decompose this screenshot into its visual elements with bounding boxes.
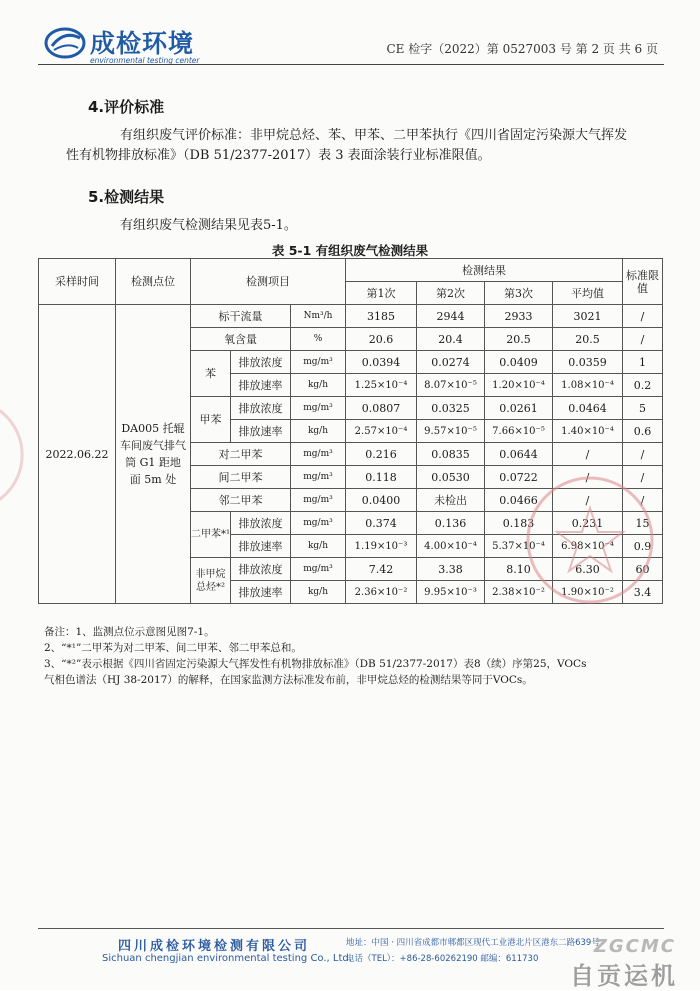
toluene-rate-avg: 1.40×10⁻⁴	[553, 420, 623, 443]
xylene-conc-v2: 0.136	[417, 512, 485, 535]
footer-company-cn: 四川成检环境检测有限公司	[118, 939, 311, 954]
benzene-conc-avg: 0.0359	[553, 351, 623, 374]
oxygen-unit: %	[291, 328, 346, 351]
p-xylene-label: 对二甲苯	[191, 443, 291, 466]
flow-avg: 3021	[553, 305, 623, 328]
logo-name: 成检环境	[90, 29, 195, 58]
corner-watermark	[492, 936, 682, 990]
logo-swirl-icon	[44, 26, 86, 60]
m-xylene-unit: mg/m³	[291, 466, 346, 489]
p-xylene-v2: 0.0835	[417, 443, 485, 466]
p-xylene-avg: /	[553, 443, 623, 466]
nmhc-rate-v1: 2.36×10⁻²	[346, 581, 417, 604]
header-item: 检测项目	[191, 259, 346, 305]
toluene-rate-unit: kg/h	[291, 420, 346, 443]
section-4-text: 有组织废气评价标准：非甲烷总烃、苯、甲苯、二甲苯执行《四川省固定污染源大气挥发性有机物排放标准》（DB 51/2377-2017）表 3 表面涂装行业标准限值。	[66, 128, 628, 163]
m-xylene-v2: 0.0530	[417, 466, 485, 489]
note-3: 3、“*²”表示根据《四川省固定污染源大气挥发性有机物排放标准》（DB 51/2377-2017）表8（续）序第25，VOCs	[44, 658, 587, 670]
o-xylene-v1: 0.0400	[346, 489, 417, 512]
page-header	[0, 0, 700, 78]
nmhc-conc-label: 排放浓度	[231, 558, 291, 581]
oxygen-v3: 20.5	[485, 328, 553, 351]
xylene-conc-avg: 0.231	[553, 512, 623, 535]
nmhc-conc-limit: 60	[623, 558, 663, 581]
nmhc-conc-avg: 6.30	[553, 558, 623, 581]
flow-v2: 2944	[417, 305, 485, 328]
toluene-conc-limit: 5	[623, 397, 663, 420]
xylene-rate-label: 排放速率	[231, 535, 291, 558]
benzene-rate-avg: 1.08×10⁻⁴	[553, 374, 623, 397]
toluene-label: 甲苯	[191, 397, 231, 443]
benzene-conc-v2: 0.0274	[417, 351, 485, 374]
nmhc-rate-unit: kg/h	[291, 581, 346, 604]
m-xylene-limit: /	[623, 466, 663, 489]
nmhc-rate-avg: 1.90×10⁻²	[553, 581, 623, 604]
footer-telephone: 电话（TEL）：+86-28-60262190 邮编：611730	[346, 954, 539, 964]
m-xylene-v3: 0.0722	[485, 466, 553, 489]
footer-company-en: Sichuan chengjian environmental testing Co., Ltd.	[102, 953, 352, 964]
benzene-conc-unit: mg/m³	[291, 351, 346, 374]
header-limit: 标准限值	[623, 259, 663, 305]
toluene-rate-v3: 7.66×10⁻⁵	[485, 420, 553, 443]
toluene-rate-v1: 2.57×10⁻⁴	[346, 420, 417, 443]
toluene-conc-label: 排放浓度	[231, 397, 291, 420]
benzene-rate-unit: kg/h	[291, 374, 346, 397]
nmhc-rate-v3: 2.38×10⁻²	[485, 581, 553, 604]
nmhc-conc-v1: 7.42	[346, 558, 417, 581]
benzene-rate-v2: 8.07×10⁻⁵	[417, 374, 485, 397]
sample-time-cell: 2022.06.22	[39, 305, 116, 604]
toluene-rate-label: 排放速率	[231, 420, 291, 443]
point-cell: DA005 托辊车间废气排气筒 G1 距地面 5m 处	[116, 305, 191, 604]
table-notes	[44, 624, 664, 688]
p-xylene-unit: mg/m³	[291, 443, 346, 466]
section-5-text: 有组织废气检测结果见表5-1。	[120, 218, 297, 233]
toluene-rate-v2: 9.57×10⁻⁵	[417, 420, 485, 443]
note-1: 备注：1、监测点位示意图见图7-1。	[44, 626, 215, 638]
xylene-conc-limit: 15	[623, 512, 663, 535]
toluene-conc-v2: 0.0325	[417, 397, 485, 420]
watermark-top: ZGCMC	[593, 936, 676, 957]
benzene-rate-v1: 1.25×10⁻⁴	[346, 374, 417, 397]
p-xylene-limit: /	[623, 443, 663, 466]
footer-divider	[38, 928, 664, 929]
company-logo	[44, 24, 204, 68]
toluene-conc-unit: mg/m³	[291, 397, 346, 420]
header-run-1: 第1次	[346, 282, 417, 305]
o-xylene-v3: 0.0466	[485, 489, 553, 512]
footer-address: 地址：中国 · 四川省成都市郫都区现代工业港北片区港东二路639号	[346, 938, 600, 948]
p-xylene-v1: 0.216	[346, 443, 417, 466]
benzene-rate-label: 排放速率	[231, 374, 291, 397]
o-xylene-limit: /	[623, 489, 663, 512]
report-reference: CE 检字（2022）第 0527003 号 第 2 页 共 6 页	[386, 42, 658, 56]
oxygen-v2: 20.4	[417, 328, 485, 351]
p-xylene-v3: 0.0644	[485, 443, 553, 466]
benzene-label: 苯	[191, 351, 231, 397]
flow-v3: 2933	[485, 305, 553, 328]
edge-seal-icon	[0, 395, 50, 515]
nmhc-conc-v2: 3.38	[417, 558, 485, 581]
m-xylene-avg: /	[553, 466, 623, 489]
table-row	[39, 305, 663, 328]
xylene-conc-v1: 0.374	[346, 512, 417, 535]
header-divider	[38, 64, 664, 65]
header-results: 检测结果	[346, 259, 623, 282]
flow-limit: /	[623, 305, 663, 328]
header-average: 平均值	[553, 282, 623, 305]
section-4-heading: 4.评价标准	[88, 98, 165, 116]
header-point: 检测点位	[116, 259, 191, 305]
nmhc-rate-label: 排放速率	[231, 581, 291, 604]
xylene-rate-v3: 5.37×10⁻⁴	[485, 535, 553, 558]
toluene-conc-avg: 0.0464	[553, 397, 623, 420]
flow-v1: 3185	[346, 305, 417, 328]
note-2: 2、“*¹”二甲苯为对二甲苯、间二甲苯、邻二甲苯总和。	[44, 642, 302, 654]
oxygen-limit: /	[623, 328, 663, 351]
oxygen-v1: 20.6	[346, 328, 417, 351]
toluene-rate-limit: 0.6	[623, 420, 663, 443]
xylene-rate-limit: 0.9	[623, 535, 663, 558]
nmhc-rate-v2: 9.95×10⁻³	[417, 581, 485, 604]
benzene-conc-limit: 1	[623, 351, 663, 374]
benzene-rate-limit: 0.2	[623, 374, 663, 397]
xylene-conc-v3: 0.183	[485, 512, 553, 535]
note-4: 气相色谱法（HJ 38-2017）的解释，在国家监测方法标准发布前，非甲烷总烃的检测结果等同于VOCs。	[44, 674, 533, 686]
xylene-rate-v1: 1.19×10⁻³	[346, 535, 417, 558]
inspection-seal-icon	[520, 470, 660, 610]
header-sample-time: 采样时间	[39, 259, 116, 305]
m-xylene-v1: 0.118	[346, 466, 417, 489]
xylene-label: 二甲苯*¹	[191, 512, 231, 558]
benzene-conc-label: 排放浓度	[231, 351, 291, 374]
table-title: 表 5-1 有组织废气检测结果	[271, 243, 429, 258]
watermark-bottom: 自贡运机	[570, 962, 678, 990]
header-run-2: 第2次	[417, 282, 485, 305]
m-xylene-label: 间二甲苯	[191, 466, 291, 489]
xylene-conc-unit: mg/m³	[291, 512, 346, 535]
nmhc-conc-unit: mg/m³	[291, 558, 346, 581]
nmhc-label: 非甲烷总烃*²	[191, 558, 231, 604]
o-xylene-avg: /	[553, 489, 623, 512]
toluene-conc-v1: 0.0807	[346, 397, 417, 420]
oxygen-avg: 20.5	[553, 328, 623, 351]
flow-label: 标干流量	[191, 305, 291, 328]
flow-unit: Nm³/h	[291, 305, 346, 328]
logo-subtitle: environmental testing center	[90, 56, 200, 65]
oxygen-label: 氧含量	[191, 328, 291, 351]
section-5-heading: 5.检测结果	[88, 188, 165, 206]
o-xylene-v2: 未检出	[417, 489, 485, 512]
header-run-3: 第3次	[485, 282, 553, 305]
benzene-conc-v3: 0.0409	[485, 351, 553, 374]
toluene-conc-v3: 0.0261	[485, 397, 553, 420]
xylene-rate-v2: 4.00×10⁻⁴	[417, 535, 485, 558]
nmhc-conc-v3: 8.10	[485, 558, 553, 581]
xylene-rate-avg: 6.98×10⁻⁴	[553, 535, 623, 558]
benzene-rate-v3: 1.20×10⁻⁴	[485, 374, 553, 397]
xylene-rate-unit: kg/h	[291, 535, 346, 558]
nmhc-rate-limit: 3.4	[623, 581, 663, 604]
benzene-conc-v1: 0.0394	[346, 351, 417, 374]
o-xylene-label: 邻二甲苯	[191, 489, 291, 512]
o-xylene-unit: mg/m³	[291, 489, 346, 512]
xylene-conc-label: 排放浓度	[231, 512, 291, 535]
